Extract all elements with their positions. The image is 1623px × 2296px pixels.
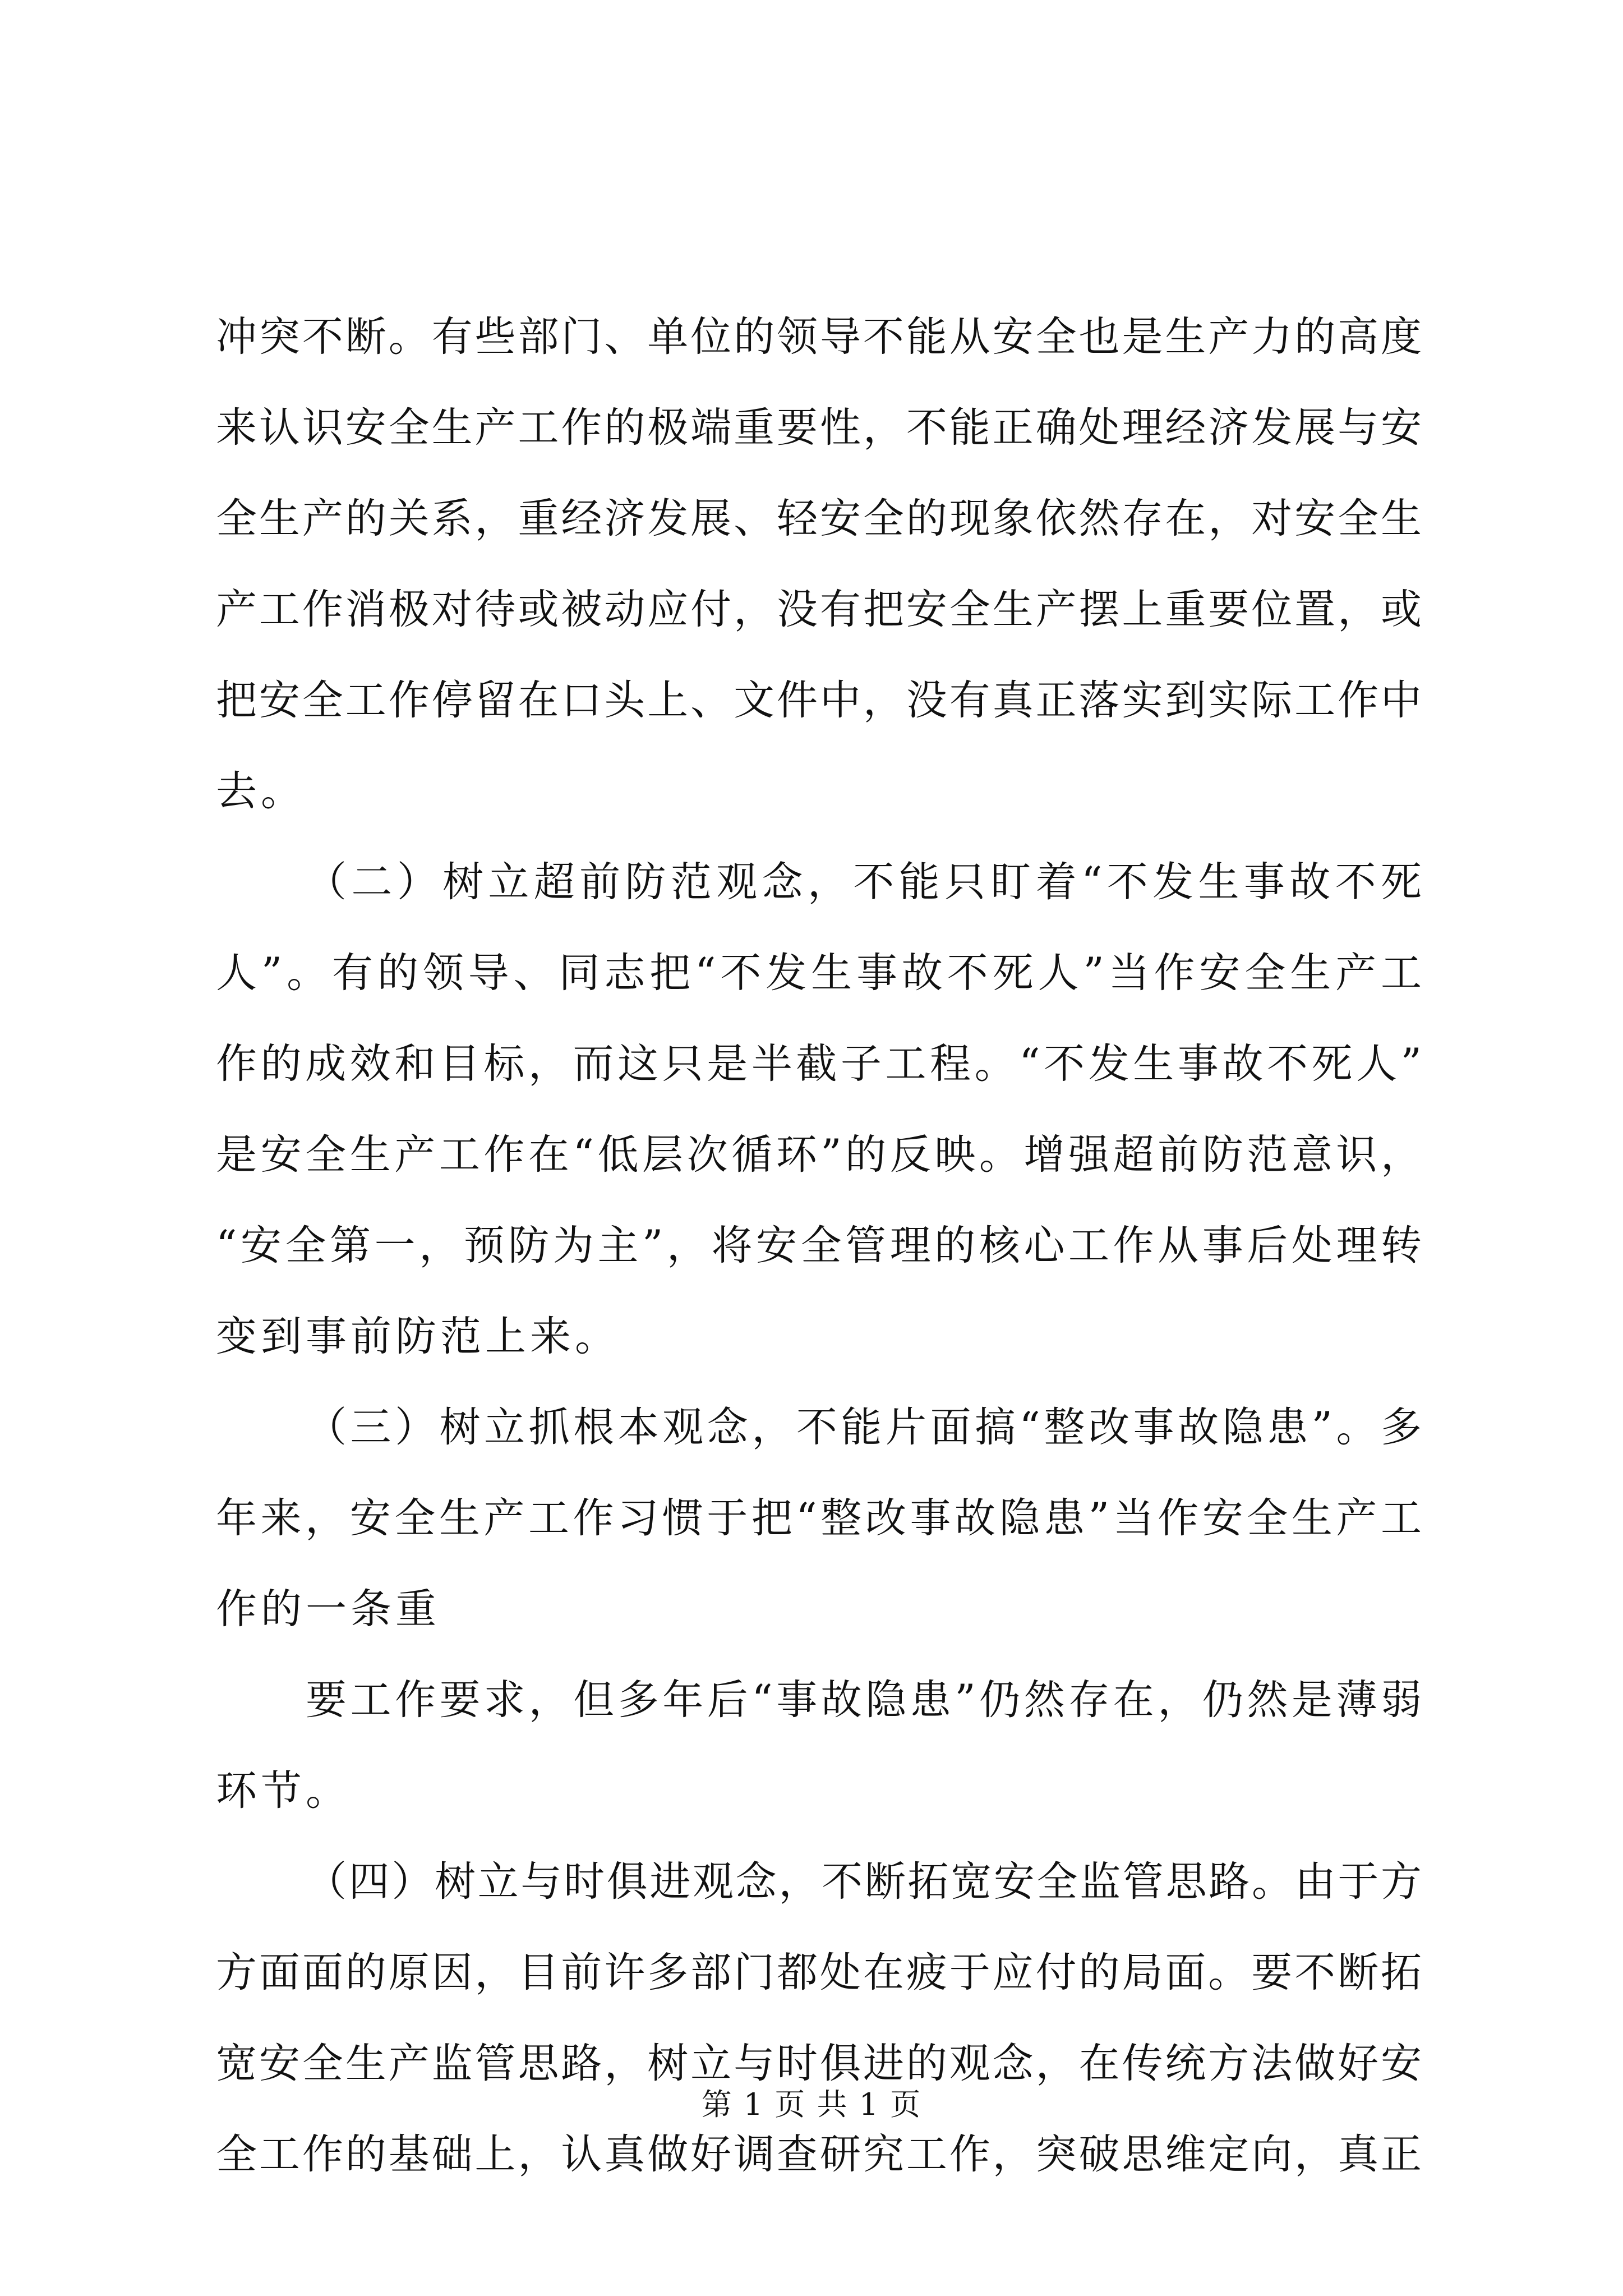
- text-line: 把安全工作停留在口头上、文件中，没有真正落实到实际工作中: [216, 677, 1422, 724]
- text-line: 冲突不断。有些部门、单位的领导不能从安全也是生产力的高度: [216, 313, 1422, 361]
- document-body: [216, 292, 1422, 2200]
- text-line: 来认识安全生产工作的极端重要性，不能正确处理经济发展与安: [216, 404, 1422, 452]
- paragraph-first-line: （四）树立与时俱进观念，不断拓宽安全监管思路。由于方: [306, 1858, 1422, 1906]
- text-line: “安全第一，预防为主”，将安全管理的核心工作从事后处理转: [216, 1222, 1422, 1269]
- text-line: 去。: [216, 767, 306, 815]
- text-line: 方面面的原因，目前许多部门都处在疲于应付的局面。要不断拓: [216, 1949, 1422, 1996]
- text-line: 作的一条重: [216, 1585, 440, 1633]
- paragraph-first-line: 要工作要求，但多年后“事故隐患”仍然存在，仍然是薄弱: [306, 1676, 1422, 1724]
- text-line: 全生产的关系，重经济发展、轻安全的现象依然存在，对安全生: [216, 495, 1422, 542]
- text-line: 是安全生产工作在“低层次循环”的反映。增强超前防范意识，: [216, 1131, 1422, 1179]
- text-line: 作的成效和目标，而这只是半截子工程。“不发生事故不死人”: [216, 1040, 1422, 1088]
- text-line: 全工作的基础上，认真做好调查研究工作，突破思维定向，真正: [216, 2131, 1422, 2178]
- page-footer: 第 1 页 共 1 页: [701, 2087, 922, 2122]
- paragraph-first-line: （三）树立抓根本观念，不能片面搞“整改事故隐患”。多: [306, 1404, 1422, 1451]
- text-line: 环节。: [216, 1767, 351, 1815]
- text-line: 年来，安全生产工作习惯于把“整改事故隐患”当作安全生产工: [216, 1494, 1422, 1542]
- text-line: 变到事前防范上来。: [216, 1313, 620, 1360]
- text-line: 人”。有的领导、同志把“不发生事故不死人”当作安全生产工: [216, 949, 1422, 997]
- text-line: 宽安全生产监管思路，树立与时俱进的观念，在传统方法做好安: [216, 2040, 1422, 2087]
- text-line: 产工作消极对待或被动应付，没有把安全生产摆上重要位置，或: [216, 586, 1422, 633]
- paragraph-first-line: （二）树立超前防范观念，不能只盯着“不发生事故不死: [306, 858, 1422, 906]
